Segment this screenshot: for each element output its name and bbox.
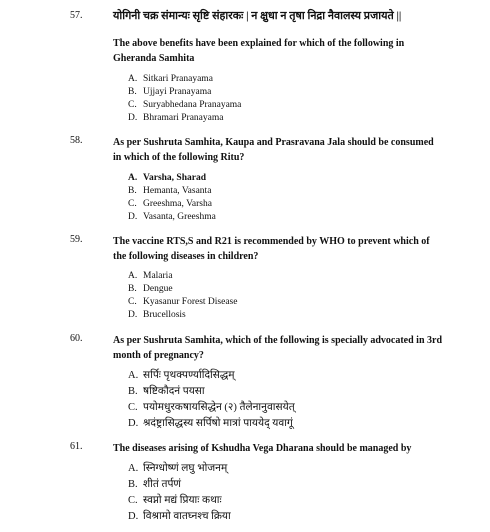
option-c[interactable]: C. Suryabhedana Pranayama xyxy=(128,100,242,110)
options-list xyxy=(128,461,231,525)
option-d[interactable]: D. श्रदंष्ट्रासिद्धस्य सर्पिषो मात्रां पाययेद् यवागूं xyxy=(128,418,293,429)
options-list xyxy=(128,172,216,224)
question-number: 58. xyxy=(70,135,83,146)
question-number: 59. xyxy=(70,234,83,245)
option-a[interactable]: A. Sitkari Pranayama xyxy=(128,74,213,84)
option-c[interactable]: C. पयोमधुरकषायसिद्धेन (२) तैलेनानुवासयेत् xyxy=(128,402,295,413)
question-text: The diseases arising of Kshudha Vega Dharana should be managed by xyxy=(113,443,412,454)
option-d[interactable]: D. Bhramari Pranayama xyxy=(128,113,224,123)
options-list xyxy=(128,368,295,432)
option-b[interactable]: B. Hemanta, Vasanta xyxy=(128,186,212,196)
options-list xyxy=(128,270,237,322)
question-text: As per Sushruta Samhita, Kaupa and Prasravana Jala should be consumed in which of the following Ritu? xyxy=(113,137,434,163)
options-list xyxy=(128,73,241,125)
option-a[interactable]: A. सर्पिः पृथक्पर्ण्यादिसिद्धम् xyxy=(128,370,235,381)
question-text: The vaccine RTS,S and R21 is recommended by WHO to prevent which of the following diseases in children? xyxy=(113,236,430,262)
question-number: 61. xyxy=(70,441,83,452)
option-c[interactable]: C. Kyasanur Forest Disease xyxy=(128,297,238,307)
option-b[interactable]: B. षष्टिकौदनं पयसा xyxy=(128,386,205,397)
option-a[interactable]: A. Varsha, Sharad xyxy=(128,173,207,183)
option-d[interactable]: D. Brucellosis xyxy=(128,310,186,320)
option-b[interactable]: B. Dengue xyxy=(128,284,173,294)
question-number: 60. xyxy=(70,333,83,344)
option-a[interactable]: A. Malaria xyxy=(128,271,173,281)
option-a[interactable]: A. स्निग्धोष्णं लघु भोजनम् xyxy=(128,463,228,474)
question-number: 57. xyxy=(70,10,83,21)
option-c[interactable]: C. Greeshma, Varsha xyxy=(128,199,212,209)
option-b[interactable]: B. शीतं तर्पणं xyxy=(128,479,182,490)
option-d[interactable]: D. विश्रामो वातघ्नश्च क्रिया xyxy=(128,511,231,522)
question-text: योगिनी चक्र संमान्यः सृष्टि संहारकः | न क्षुधा न तृषा निद्रा नैवालस्य प्रजायते || xyxy=(113,10,402,22)
option-d[interactable]: D. Vasanta, Greeshma xyxy=(128,212,216,222)
question-text: As per Sushruta Samhita, which of the following is specially advocated in 3rd month of pregnancy? xyxy=(113,335,443,361)
option-c[interactable]: C. स्वप्नो मद्यं प्रियाः कथाः xyxy=(128,495,222,506)
question-subtext: The above benefits have been explained for which of the following in Gheranda Samhita xyxy=(113,38,405,64)
option-b[interactable]: B. Ujjayi Pranayama xyxy=(128,87,212,97)
